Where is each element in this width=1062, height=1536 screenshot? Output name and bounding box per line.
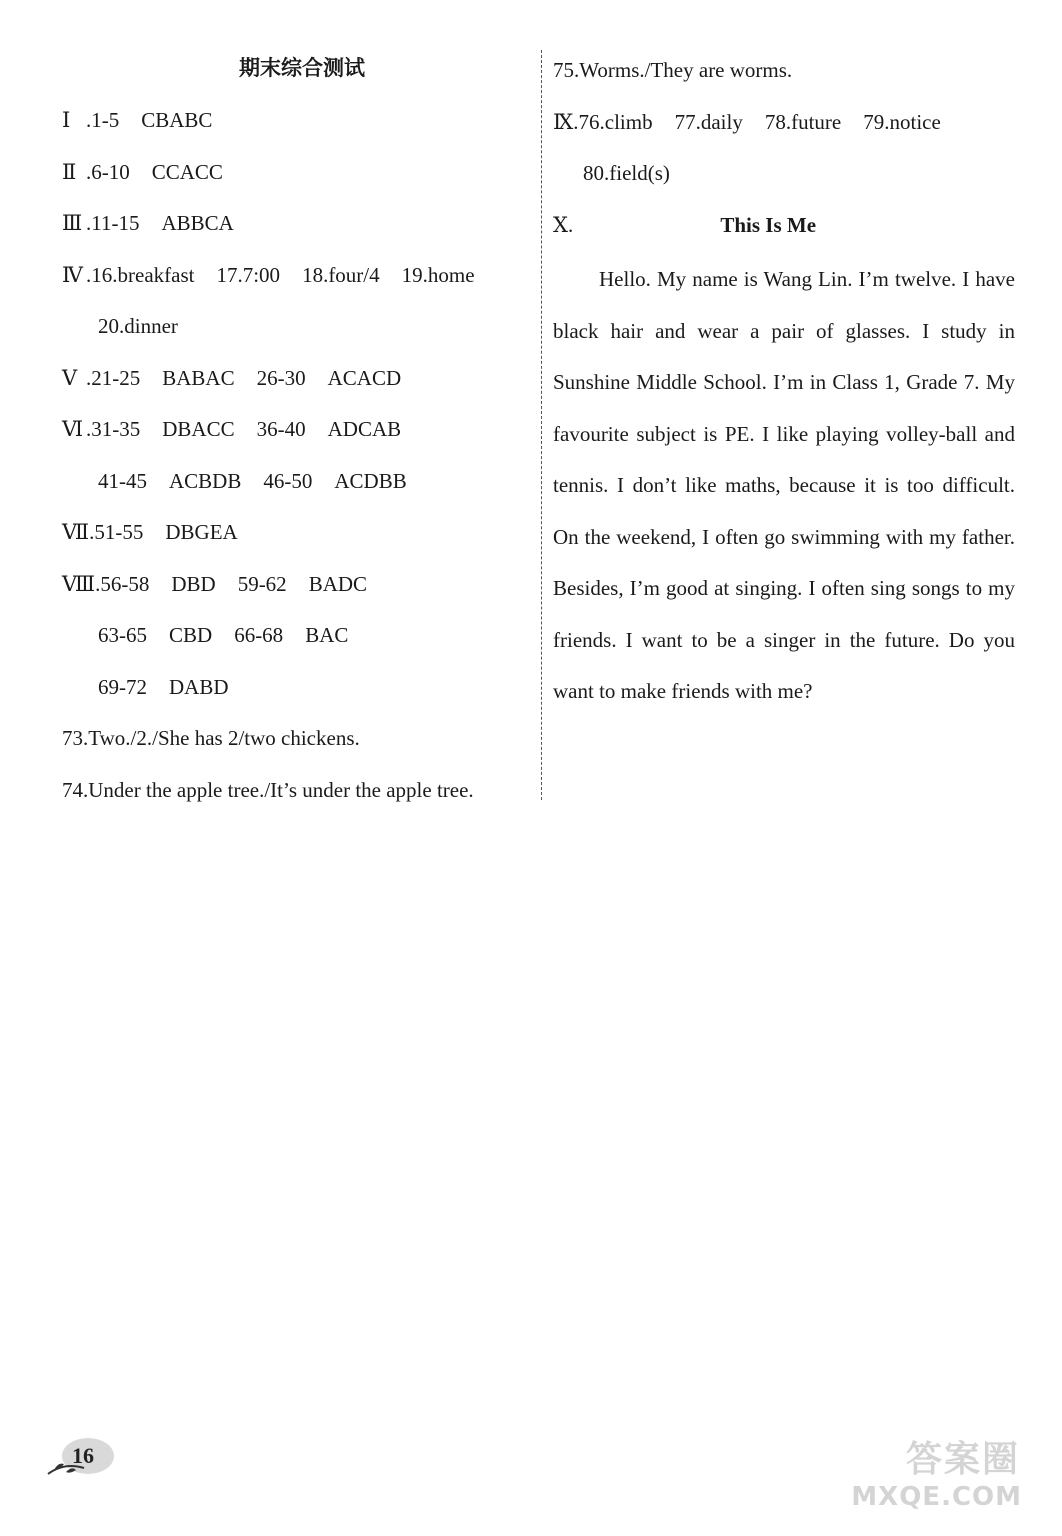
range: 66-68 bbox=[234, 623, 284, 647]
roman-numeral: Ⅷ bbox=[62, 571, 96, 596]
range: 26-30 bbox=[256, 365, 306, 390]
answer-row-8 bbox=[62, 459, 532, 511]
answer-q75: 75.Worms./They are worms. bbox=[553, 58, 793, 82]
answers: BABAC bbox=[162, 365, 235, 390]
answer-row-6: Ⅴ .21-25 BABAC 26-30 ACACD bbox=[62, 356, 532, 408]
answer-section-10-header: Ⅹ. This Is Me bbox=[553, 203, 1015, 255]
left-column bbox=[62, 48, 532, 819]
answers: BADC bbox=[308, 571, 368, 596]
page-number: 16 bbox=[72, 1443, 94, 1468]
watermark-main: 答案圈 bbox=[905, 1439, 1020, 1480]
answer-section-9: Ⅸ.76.climb 77.daily 78.future 79.notice bbox=[553, 109, 941, 134]
range: 21-25 bbox=[91, 365, 141, 390]
roman-numeral: Ⅹ bbox=[553, 212, 568, 237]
answer-row-1: Ⅰ .1-5 CBABC bbox=[62, 98, 532, 150]
answers: ACACD bbox=[327, 365, 402, 390]
answers: BAC bbox=[305, 623, 349, 647]
answers: ACDBB bbox=[334, 468, 407, 493]
answer: 78.future bbox=[764, 109, 842, 134]
roman-numeral: Ⅱ bbox=[62, 159, 77, 184]
roman-numeral: Ⅰ bbox=[62, 108, 71, 132]
roman-numeral: Ⅸ bbox=[553, 109, 574, 134]
answer: 77.daily bbox=[674, 109, 743, 134]
column-divider bbox=[541, 50, 542, 800]
essay-title: This Is Me bbox=[720, 212, 817, 237]
answer: 19.home bbox=[401, 262, 475, 287]
answer: 16.breakfast bbox=[91, 262, 195, 287]
answers: DBGEA bbox=[165, 520, 238, 544]
range: 6-10 bbox=[91, 159, 130, 184]
answer: 17.7:00 bbox=[216, 262, 281, 287]
roman-numeral: Ⅶ bbox=[62, 520, 90, 544]
range: 11-15 bbox=[91, 211, 140, 235]
roman-numeral: Ⅴ bbox=[62, 365, 78, 390]
watermark-logo bbox=[851, 1439, 1044, 1522]
range: 59-62 bbox=[237, 571, 287, 596]
answer-row-12 bbox=[62, 665, 532, 717]
range: 51-55 bbox=[94, 520, 144, 544]
answers: DBD bbox=[171, 571, 216, 596]
range: 63-65 bbox=[98, 623, 147, 647]
answer-row-9: Ⅶ.51-55 DBGEA bbox=[62, 510, 532, 562]
answer: 79.notice bbox=[863, 109, 941, 134]
answer-q74: 74.Under the apple tree./It’s under the apple tree. bbox=[62, 777, 474, 802]
range: 41-45 bbox=[98, 468, 147, 493]
answer: 76.climb bbox=[578, 109, 653, 134]
answer-row-11 bbox=[62, 613, 532, 665]
range: 36-40 bbox=[256, 417, 306, 441]
answer-row-2: Ⅱ .6-10 CCACC bbox=[62, 150, 532, 202]
answers: CBABC bbox=[141, 108, 213, 132]
answers: ABBCA bbox=[161, 211, 234, 235]
answer-row-5 bbox=[62, 304, 532, 356]
watermark-sub: MXQE.COM bbox=[851, 1482, 1022, 1512]
roman-numeral: Ⅵ bbox=[62, 417, 84, 441]
answer-row-4: Ⅳ .16.breakfast 17.7:00 18.four/4 19.home bbox=[62, 253, 532, 305]
answers: ADCAB bbox=[327, 417, 402, 441]
roman-numeral: Ⅳ bbox=[62, 262, 83, 287]
answers: CCACC bbox=[151, 159, 223, 184]
answer: 18.four/4 bbox=[302, 262, 380, 287]
answers: ACBDB bbox=[169, 468, 242, 493]
range: 69-72 bbox=[98, 674, 147, 699]
answers: DABD bbox=[169, 674, 229, 699]
answers: DBACC bbox=[162, 417, 235, 441]
answers: CBD bbox=[169, 623, 213, 647]
right-column bbox=[553, 48, 1015, 718]
answer-section-9-cont bbox=[553, 151, 1015, 203]
range: 56-58 bbox=[100, 571, 150, 596]
range: 31-35 bbox=[91, 417, 141, 441]
essay-body: Hello. My name is Wang Lin. I’m twelve. I have black hair and wear a pair of glasses. I study in Sunshine Middle School. I’m in Class 1, Grade 7. My favourite subject is PE. I like playing volley-ball and tennis. I don’t like maths, because it is too difficult. On the weekend, I often go swimming with my father. Besides, I’m good at singing. I often sing songs to my friends. I want to be a singer in the future. Do you want to make friends with me? bbox=[553, 267, 1015, 703]
section-title: 期末综合测试 bbox=[239, 56, 365, 80]
answer-row-3: Ⅲ .11-15 ABBCA bbox=[62, 201, 532, 253]
answer-q73: 73.Two./2./She has 2/two chickens. bbox=[62, 726, 360, 750]
range: 46-50 bbox=[263, 468, 313, 493]
answer-row-7: Ⅵ .31-35 DBACC 36-40 ADCAB bbox=[62, 407, 532, 459]
answer: 20.dinner bbox=[98, 314, 178, 338]
range: 1-5 bbox=[91, 108, 120, 132]
answer-row-10: Ⅷ.56-58 DBD 59-62 BADC bbox=[62, 562, 532, 614]
answer: 80.field(s) bbox=[583, 161, 670, 185]
roman-numeral: Ⅲ bbox=[62, 211, 83, 235]
